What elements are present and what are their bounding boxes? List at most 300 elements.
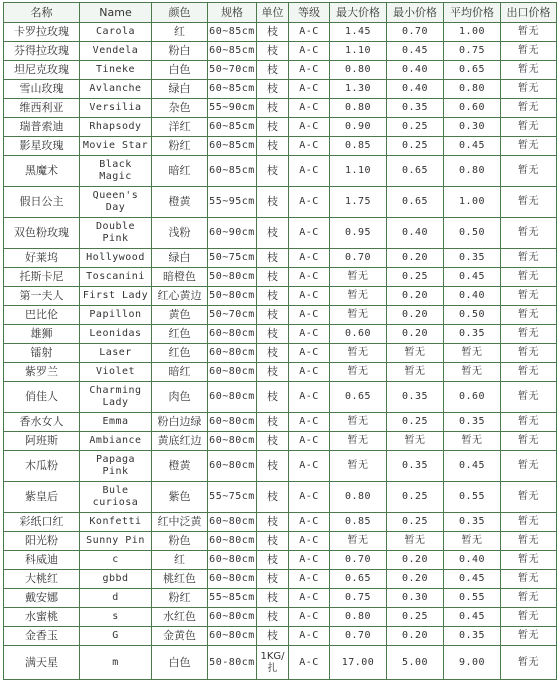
flower-price-table [3,2,557,680]
cell-export-price: 暂无 [501,23,557,42]
cell-max-price: 0.70 [330,551,387,570]
cell-spec: 50~70cm [208,306,257,325]
cell-min-price: 0.40 [387,80,444,99]
cell-grade: A-C [289,118,330,137]
header-grade: 等级 [289,3,330,23]
cell-unit: 枝 [257,218,289,249]
cell-avg-price: 暂无 [444,532,501,551]
cell-name-en: Leonidas [80,325,152,344]
cell-avg-price: 0.75 [444,42,501,61]
cell-grade: A-C [289,513,330,532]
cell-min-price: 0.20 [387,325,444,344]
cell-max-price: 1.75 [330,187,387,218]
cell-min-price: 0.25 [387,608,444,627]
cell-name-en: Sunny Pin [80,532,152,551]
cell-unit: 1KG/扎 [257,646,289,680]
cell-spec: 60~80cm [208,413,257,432]
cell-avg-price: 0.60 [444,382,501,413]
cell-grade: A-C [289,325,330,344]
cell-spec: 50~80cm [208,287,257,306]
cell-spec: 55~75cm [208,482,257,513]
cell-avg-price: 0.45 [444,137,501,156]
cell-name-cn: 瑞普索迪 [4,118,80,137]
cell-max-price: 0.95 [330,218,387,249]
cell-avg-price: 暂无 [444,432,501,451]
cell-min-price: 0.20 [387,570,444,589]
cell-unit: 枝 [257,23,289,42]
cell-spec: 55~90cm [208,99,257,118]
cell-export-price: 暂无 [501,156,557,187]
cell-color: 红中泛黄 [152,513,208,532]
cell-export-price: 暂无 [501,363,557,382]
cell-max-price: 0.90 [330,118,387,137]
cell-spec: 60~80cm [208,570,257,589]
table-row [4,61,557,80]
cell-export-price: 暂无 [501,451,557,482]
cell-unit: 枝 [257,99,289,118]
cell-spec: 60~85cm [208,118,257,137]
cell-name-cn: 雪山玫瑰 [4,80,80,99]
cell-grade: A-C [289,432,330,451]
cell-color: 红 [152,23,208,42]
cell-unit: 枝 [257,382,289,413]
cell-export-price: 暂无 [501,249,557,268]
cell-name-en: Emma [80,413,152,432]
cell-export-price: 暂无 [501,268,557,287]
cell-max-price: 暂无 [330,413,387,432]
cell-name-en: Charming Lady [80,382,152,413]
cell-spec: 60~85cm [208,42,257,61]
cell-max-price: 1.10 [330,42,387,61]
table-row [4,513,557,532]
cell-avg-price: 0.35 [444,325,501,344]
cell-spec: 55~95cm [208,187,257,218]
cell-spec: 60~85cm [208,23,257,42]
cell-name-en: Toscanini [80,268,152,287]
cell-export-price: 暂无 [501,432,557,451]
cell-name-en: Black Magic [80,156,152,187]
cell-unit: 枝 [257,156,289,187]
cell-grade: A-C [289,306,330,325]
cell-unit: 枝 [257,306,289,325]
cell-name-en: Tineke [80,61,152,80]
cell-color: 暗橙色 [152,268,208,287]
cell-export-price: 暂无 [501,382,557,413]
cell-name-en: Double Pink [80,218,152,249]
cell-color: 粉红 [152,137,208,156]
cell-grade: A-C [289,451,330,482]
cell-min-price: 0.20 [387,551,444,570]
cell-export-price: 暂无 [501,137,557,156]
cell-name-en: Avlanche [80,80,152,99]
cell-spec: 50~75cm [208,249,257,268]
header-avg-price: 平均价格 [444,3,501,23]
cell-name-en: Papaga Pink [80,451,152,482]
cell-export-price: 暂无 [501,80,557,99]
cell-color: 红心黄边 [152,287,208,306]
cell-export-price: 暂无 [501,306,557,325]
table-row [4,451,557,482]
cell-name-cn: 满天星 [4,646,80,680]
cell-grade: A-C [289,589,330,608]
table-row [4,344,557,363]
cell-color: 洋红 [152,118,208,137]
cell-name-en: G [80,627,152,646]
cell-color: 浅粉 [152,218,208,249]
cell-name-cn: 木瓜粉 [4,451,80,482]
cell-avg-price: 0.30 [444,118,501,137]
cell-max-price: 0.80 [330,99,387,118]
cell-min-price: 0.25 [387,118,444,137]
cell-name-en: Bule curiosa [80,482,152,513]
cell-unit: 枝 [257,187,289,218]
cell-unit: 枝 [257,249,289,268]
cell-name-en: Versilia [80,99,152,118]
cell-color: 紫色 [152,482,208,513]
table-row [4,137,557,156]
cell-export-price: 暂无 [501,325,557,344]
cell-min-price: 0.65 [387,156,444,187]
cell-avg-price: 9.00 [444,646,501,680]
cell-min-price: 0.45 [387,42,444,61]
cell-unit: 枝 [257,42,289,61]
cell-avg-price: 0.45 [444,608,501,627]
cell-unit: 枝 [257,532,289,551]
cell-avg-price: 暂无 [444,344,501,363]
cell-name-cn: 影星玫瑰 [4,137,80,156]
cell-export-price: 暂无 [501,118,557,137]
cell-avg-price: 0.50 [444,306,501,325]
cell-color: 绿白 [152,80,208,99]
cell-min-price: 0.35 [387,99,444,118]
cell-unit: 枝 [257,287,289,306]
header-export-price: 出口价格 [501,3,557,23]
table-row [4,306,557,325]
cell-max-price: 0.80 [330,608,387,627]
cell-min-price: 5.00 [387,646,444,680]
cell-name-en: m [80,646,152,680]
table-row [4,287,557,306]
cell-max-price: 0.65 [330,570,387,589]
cell-color: 白色 [152,61,208,80]
table-row [4,627,557,646]
cell-spec: 50~70cm [208,61,257,80]
cell-name-cn: 大桃红 [4,570,80,589]
cell-grade: A-C [289,156,330,187]
cell-name-cn: 香水女人 [4,413,80,432]
cell-name-en: Ambiance [80,432,152,451]
cell-name-cn: 阿班斯 [4,432,80,451]
cell-unit: 枝 [257,137,289,156]
cell-min-price: 0.25 [387,482,444,513]
cell-name-cn: 第一夫人 [4,287,80,306]
cell-min-price: 0.35 [387,382,444,413]
cell-export-price: 暂无 [501,99,557,118]
cell-unit: 枝 [257,589,289,608]
cell-min-price: 0.20 [387,306,444,325]
cell-max-price: 0.70 [330,627,387,646]
table-row [4,118,557,137]
cell-color: 黄底红边 [152,432,208,451]
cell-unit: 枝 [257,432,289,451]
cell-name-cn: 俏佳人 [4,382,80,413]
cell-unit: 枝 [257,118,289,137]
cell-avg-price: 0.55 [444,482,501,513]
cell-name-cn: 双色粉玫瑰 [4,218,80,249]
cell-min-price: 0.30 [387,589,444,608]
cell-avg-price: 0.60 [444,99,501,118]
cell-name-cn: 卡罗拉玫瑰 [4,23,80,42]
cell-avg-price: 0.45 [444,451,501,482]
cell-min-price: 0.20 [387,627,444,646]
cell-max-price: 1.30 [330,80,387,99]
cell-avg-price: 0.35 [444,413,501,432]
cell-name-en: Papillon [80,306,152,325]
header-row [4,3,557,23]
cell-color: 金黄色 [152,627,208,646]
cell-color: 黄色 [152,306,208,325]
cell-min-price: 0.25 [387,413,444,432]
cell-grade: A-C [289,287,330,306]
cell-spec: 60~80cm [208,551,257,570]
cell-unit: 枝 [257,344,289,363]
cell-max-price: 暂无 [330,306,387,325]
cell-color: 暗红 [152,363,208,382]
cell-spec: 60~85cm [208,137,257,156]
cell-export-price: 暂无 [501,61,557,80]
cell-name-en: c [80,551,152,570]
cell-name-en: Laser [80,344,152,363]
table-row [4,608,557,627]
cell-grade: A-C [289,99,330,118]
cell-max-price: 0.70 [330,249,387,268]
cell-name-en: First Lady [80,287,152,306]
table-row [4,432,557,451]
cell-export-price: 暂无 [501,513,557,532]
cell-spec: 60~80cm [208,325,257,344]
cell-export-price: 暂无 [501,187,557,218]
cell-max-price: 0.85 [330,513,387,532]
cell-unit: 枝 [257,80,289,99]
cell-grade: A-C [289,570,330,589]
cell-unit: 枝 [257,413,289,432]
cell-color: 白色 [152,646,208,680]
cell-unit: 枝 [257,268,289,287]
table-row [4,482,557,513]
cell-spec: 60~80cm [208,627,257,646]
cell-max-price: 17.00 [330,646,387,680]
table-row [4,80,557,99]
cell-export-price: 暂无 [501,42,557,61]
cell-color: 粉色 [152,532,208,551]
cell-name-cn: 维西利亚 [4,99,80,118]
cell-name-en: Carola [80,23,152,42]
cell-spec: 60~80cm [208,363,257,382]
cell-max-price: 0.60 [330,325,387,344]
cell-avg-price: 0.40 [444,287,501,306]
cell-name-en: s [80,608,152,627]
cell-min-price: 0.35 [387,451,444,482]
cell-name-en: d [80,589,152,608]
cell-grade: A-C [289,532,330,551]
cell-unit: 枝 [257,570,289,589]
cell-max-price: 暂无 [330,287,387,306]
table-row [4,268,557,287]
cell-color: 粉红 [152,589,208,608]
cell-spec: 60~80cm [208,432,257,451]
cell-name-cn: 托斯卡尼 [4,268,80,287]
cell-color: 红色 [152,325,208,344]
cell-export-price: 暂无 [501,551,557,570]
cell-avg-price: 0.35 [444,249,501,268]
cell-min-price: 0.40 [387,218,444,249]
cell-grade: A-C [289,363,330,382]
cell-export-price: 暂无 [501,218,557,249]
cell-max-price: 0.80 [330,482,387,513]
table-row [4,249,557,268]
cell-spec: 50~80cm [208,268,257,287]
cell-unit: 枝 [257,325,289,344]
cell-name-en: Rhapsody [80,118,152,137]
cell-export-price: 暂无 [501,344,557,363]
cell-grade: A-C [289,61,330,80]
cell-name-cn: 雄狮 [4,325,80,344]
table-row [4,99,557,118]
cell-grade: A-C [289,608,330,627]
cell-avg-price: 0.45 [444,570,501,589]
cell-grade: A-C [289,80,330,99]
cell-name-cn: 芬得拉玫瑰 [4,42,80,61]
cell-max-price: 0.80 [330,61,387,80]
cell-grade: A-C [289,344,330,363]
cell-spec: 50-80cm [208,646,257,680]
cell-name-cn: 坦尼克玫瑰 [4,61,80,80]
cell-name-cn: 好莱坞 [4,249,80,268]
header-name-cn: 名称 [4,3,80,23]
cell-spec: 60~80cm [208,382,257,413]
cell-min-price: 暂无 [387,363,444,382]
cell-min-price: 暂无 [387,432,444,451]
cell-grade: A-C [289,382,330,413]
cell-spec: 60~80cm [208,513,257,532]
cell-max-price: 暂无 [330,268,387,287]
cell-color: 橙黄 [152,187,208,218]
cell-unit: 枝 [257,551,289,570]
cell-unit: 枝 [257,627,289,646]
cell-name-en: gbbd [80,570,152,589]
cell-min-price: 0.25 [387,137,444,156]
table-row [4,23,557,42]
table-row [4,646,557,680]
cell-max-price: 暂无 [330,363,387,382]
table-row [4,156,557,187]
cell-color: 水红色 [152,608,208,627]
cell-name-cn: 镭射 [4,344,80,363]
cell-name-cn: 紫罗兰 [4,363,80,382]
cell-min-price: 0.25 [387,513,444,532]
cell-name-cn: 紫皇后 [4,482,80,513]
cell-avg-price: 0.40 [444,551,501,570]
cell-avg-price: 0.55 [444,589,501,608]
cell-export-price: 暂无 [501,482,557,513]
cell-color: 粉白 [152,42,208,61]
cell-color: 杂色 [152,99,208,118]
cell-min-price: 0.25 [387,268,444,287]
cell-name-cn: 巴比伦 [4,306,80,325]
cell-grade: A-C [289,42,330,61]
table-body [4,23,557,680]
cell-spec: 60~80cm [208,451,257,482]
header-unit: 单位 [257,3,289,23]
cell-export-price: 暂无 [501,287,557,306]
table-row [4,570,557,589]
cell-export-price: 暂无 [501,570,557,589]
cell-name-cn: 科威迪 [4,551,80,570]
cell-min-price: 0.40 [387,61,444,80]
cell-grade: A-C [289,627,330,646]
cell-export-price: 暂无 [501,413,557,432]
cell-color: 暗红 [152,156,208,187]
cell-avg-price: 0.50 [444,218,501,249]
cell-name-en: Konfetti [80,513,152,532]
cell-avg-price: 1.00 [444,187,501,218]
cell-unit: 枝 [257,482,289,513]
cell-color: 粉白边绿 [152,413,208,432]
cell-avg-price: 0.45 [444,268,501,287]
cell-spec: 60~90cm [208,218,257,249]
cell-grade: A-C [289,187,330,218]
header-color: 颜色 [152,3,208,23]
table-row [4,325,557,344]
cell-grade: A-C [289,218,330,249]
cell-min-price: 0.20 [387,249,444,268]
cell-export-price: 暂无 [501,608,557,627]
cell-color: 红 [152,551,208,570]
cell-name-cn: 水蜜桃 [4,608,80,627]
cell-max-price: 暂无 [330,432,387,451]
cell-spec: 60~85cm [208,80,257,99]
cell-grade: A-C [289,268,330,287]
cell-grade: A-C [289,413,330,432]
cell-max-price: 暂无 [330,344,387,363]
table-row [4,551,557,570]
table-row [4,363,557,382]
cell-color: 红色 [152,344,208,363]
table-row [4,42,557,61]
cell-max-price: 0.85 [330,137,387,156]
cell-grade: A-C [289,551,330,570]
cell-name-cn: 假日公主 [4,187,80,218]
cell-max-price: 1.45 [330,23,387,42]
cell-min-price: 0.20 [387,287,444,306]
cell-avg-price: 暂无 [444,363,501,382]
cell-color: 橙黄 [152,451,208,482]
cell-name-en: Movie Star [80,137,152,156]
cell-unit: 枝 [257,363,289,382]
cell-spec: 60~80cm [208,344,257,363]
cell-name-en: Queen's Day [80,187,152,218]
cell-avg-price: 0.35 [444,513,501,532]
cell-name-cn: 彩纸口红 [4,513,80,532]
cell-min-price: 暂无 [387,344,444,363]
header-spec: 规格 [208,3,257,23]
cell-spec: 55~85cm [208,589,257,608]
cell-name-en: Violet [80,363,152,382]
cell-name-cn: 金香玉 [4,627,80,646]
cell-grade: A-C [289,23,330,42]
table-row [4,218,557,249]
cell-name-en: Vendela [80,42,152,61]
